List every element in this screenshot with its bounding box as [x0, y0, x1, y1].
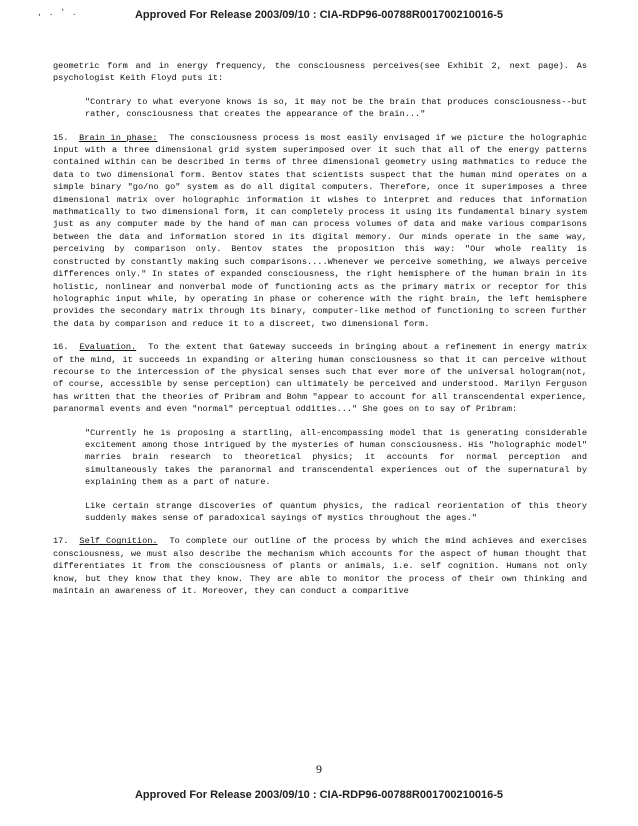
page-number: 9	[316, 762, 322, 776]
paragraph-number: 17.	[53, 536, 69, 547]
paragraph-number: 16.	[53, 342, 69, 353]
paragraph-number: 15.	[53, 132, 69, 143]
paragraph-16	[53, 341, 587, 415]
paragraph-heading: Evaluation.	[79, 342, 137, 353]
pribram-quote-continued: Like certain strange discoveries of quantum physics, the radical reorientation of this theory suddenly makes sense of paradoxical sayings of mystics throughout the ages."	[85, 500, 587, 523]
paragraph-15	[53, 132, 587, 331]
scan-specks: , . ' .	[38, 8, 79, 18]
pribram-quote: "Currently he is proposing a startling, all-encompassing model that is generating considerable excitement among those intrigued by the mysteries of human consciousness. His "holographic model" marries brain research to theoretical physics; it accounts for normal perception and simultaneously takes the paranormal and transcendental experiences out of the supernatural by explaining them as a part of nature.	[85, 427, 587, 488]
intro-paragraph: geometric form and in energy frequency, the consciousness perceives(see Exhibit 2, next page). As psychologist Keith Floyd puts it:	[53, 61, 587, 84]
document-body	[53, 60, 587, 608]
release-footer: Approved For Release 2003/09/10 : CIA-RDP96-00788R001700210016-5	[134, 789, 504, 801]
paragraph-text: The consciousness process is most easily envisaged if we picture the holographic input with a three dimensional grid system superimposed over it such that all of the energy patterns contained within can be described in terms of three dimensional geometry using mathmatics to reduce the data to two dimensional form. Bentov states that scientists suspect that the human mind operates on a simple binary "go/no go" system as do all digital computers. Therefore, once it superimposes a three dimensional matrix over holographic information it wishes to interpret and reduces that information mathmatically to two dimensional form, it can completely process it using its fundamental binary system just as any computer made by the hand of man can process volumes of data and make various comparisons between the data and information stored in its digital memory. Our minds operate in the same way, perceiving by comparison only. Bentov states the proposition this way: "Our whole reality is constructed by constantly making such comparisons....Whenever we perceive something, we always perceive differences only." In states of expanded consciousness, the right hemisphere of the human brain in its holistic, nonlinear and nonverbal mode of functioning acts as the primary matrix or receptor for this holographic input while, by operating in phase or coherence with the right brain, the left hemisphere provides the secondary matrix through its binary, computer-like method of functioning to screen further the data by comparison and reduce it to a discreet, two dimensional form.	[53, 132, 587, 329]
paragraph-heading: Self Cognition.	[79, 536, 158, 547]
release-header: Approved For Release 2003/09/10 : CIA-RDP96-00788R001700210016-5	[134, 9, 504, 21]
floyd-quote: "Contrary to what everyone knows is so, it may not be the brain that produces consciousness--but rather, consciousness that creates the appearance of the brain..."	[85, 96, 587, 120]
paragraph-text: To complete our outline of the process by which the mind achieves and exercises consciousness, we must also describe the mechanism which accounts for the aspect of human thought that differentiates it from the consciousness of plants or animals, i.e. self cognition. Humans not only know, but they know that they know. They are able to monitor the process of their own thinking and maintain an awareness of it. Moreover, they can conduct a comparitive	[53, 536, 587, 597]
paragraph-17	[53, 535, 587, 597]
paragraph-text: To the extent that Gateway succeeds in bringing about a refinement in energy matrix of the mind, it succeeds in expanding or altering human consciousness so that it can perceive without recourse to the intercession of the physical senses such that ever more of the universal hologram(not, of course, accessible by sense perception) can ultimately be perceived and understood. Marilyn Ferguson has written that the theories of Pribram and Bohm "appear to account for all transcendental experience, paranormal events and even "normal" perceptual oddities..." She goes on to say of Pribram:	[53, 342, 587, 415]
paragraph-heading: Brain in phase:	[79, 132, 158, 143]
